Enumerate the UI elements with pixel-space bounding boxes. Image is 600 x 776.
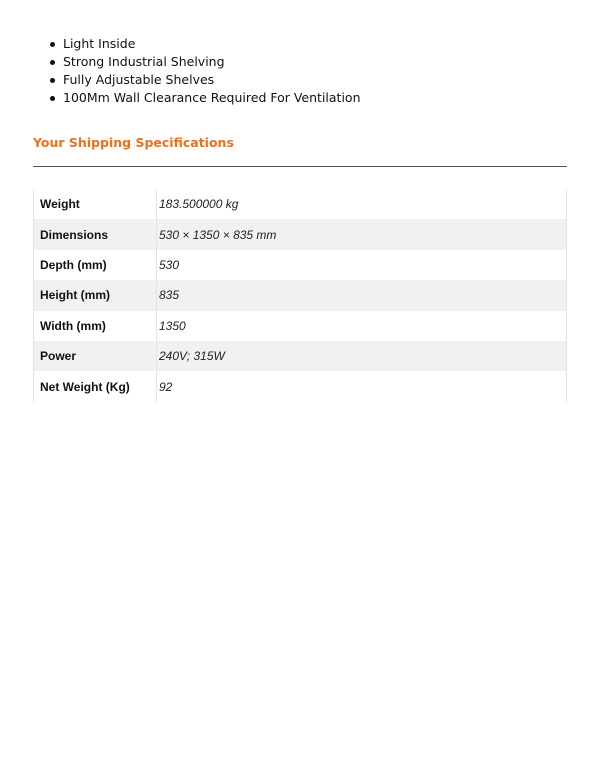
feature-item	[50, 53, 361, 71]
bullet-icon	[50, 60, 55, 65]
shipping-spec-table	[33, 189, 567, 402]
bullet-icon	[50, 96, 55, 101]
bullet-icon	[50, 78, 55, 83]
table-row	[34, 250, 567, 280]
feature-text: 100Mm Wall Clearance Required For Ventilation	[63, 90, 361, 105]
spec-value: 183.500000 kg	[157, 189, 567, 219]
spec-value: 530 × 1350 × 835 mm	[157, 219, 567, 249]
feature-item	[50, 35, 361, 53]
spec-label: Weight	[34, 189, 157, 219]
spec-label: Height (mm)	[34, 280, 157, 310]
spec-label: Width (mm)	[34, 311, 157, 341]
spec-value: 835	[157, 280, 567, 310]
table-row	[34, 219, 567, 249]
feature-text: Light Inside	[63, 36, 136, 51]
table-row	[34, 189, 567, 219]
spec-label: Net Weight (Kg)	[34, 371, 157, 401]
table-row	[34, 371, 567, 401]
feature-list	[50, 35, 361, 107]
spec-label: Dimensions	[34, 219, 157, 249]
spec-value: 1350	[157, 311, 567, 341]
feature-item	[50, 89, 361, 107]
spec-value: 240V; 315W	[157, 341, 567, 371]
table-row	[34, 311, 567, 341]
table-row	[34, 341, 567, 371]
spec-label: Power	[34, 341, 157, 371]
feature-item	[50, 71, 361, 89]
spec-label: Depth (mm)	[34, 250, 157, 280]
feature-text: Fully Adjustable Shelves	[63, 72, 215, 87]
section-divider	[33, 166, 567, 167]
table-row	[34, 280, 567, 310]
spec-value: 530	[157, 250, 567, 280]
feature-text: Strong Industrial Shelving	[63, 54, 225, 69]
shipping-specifications-title: Your Shipping Specifications	[33, 135, 234, 150]
spec-value: 92	[157, 371, 567, 401]
bullet-icon	[50, 42, 55, 47]
